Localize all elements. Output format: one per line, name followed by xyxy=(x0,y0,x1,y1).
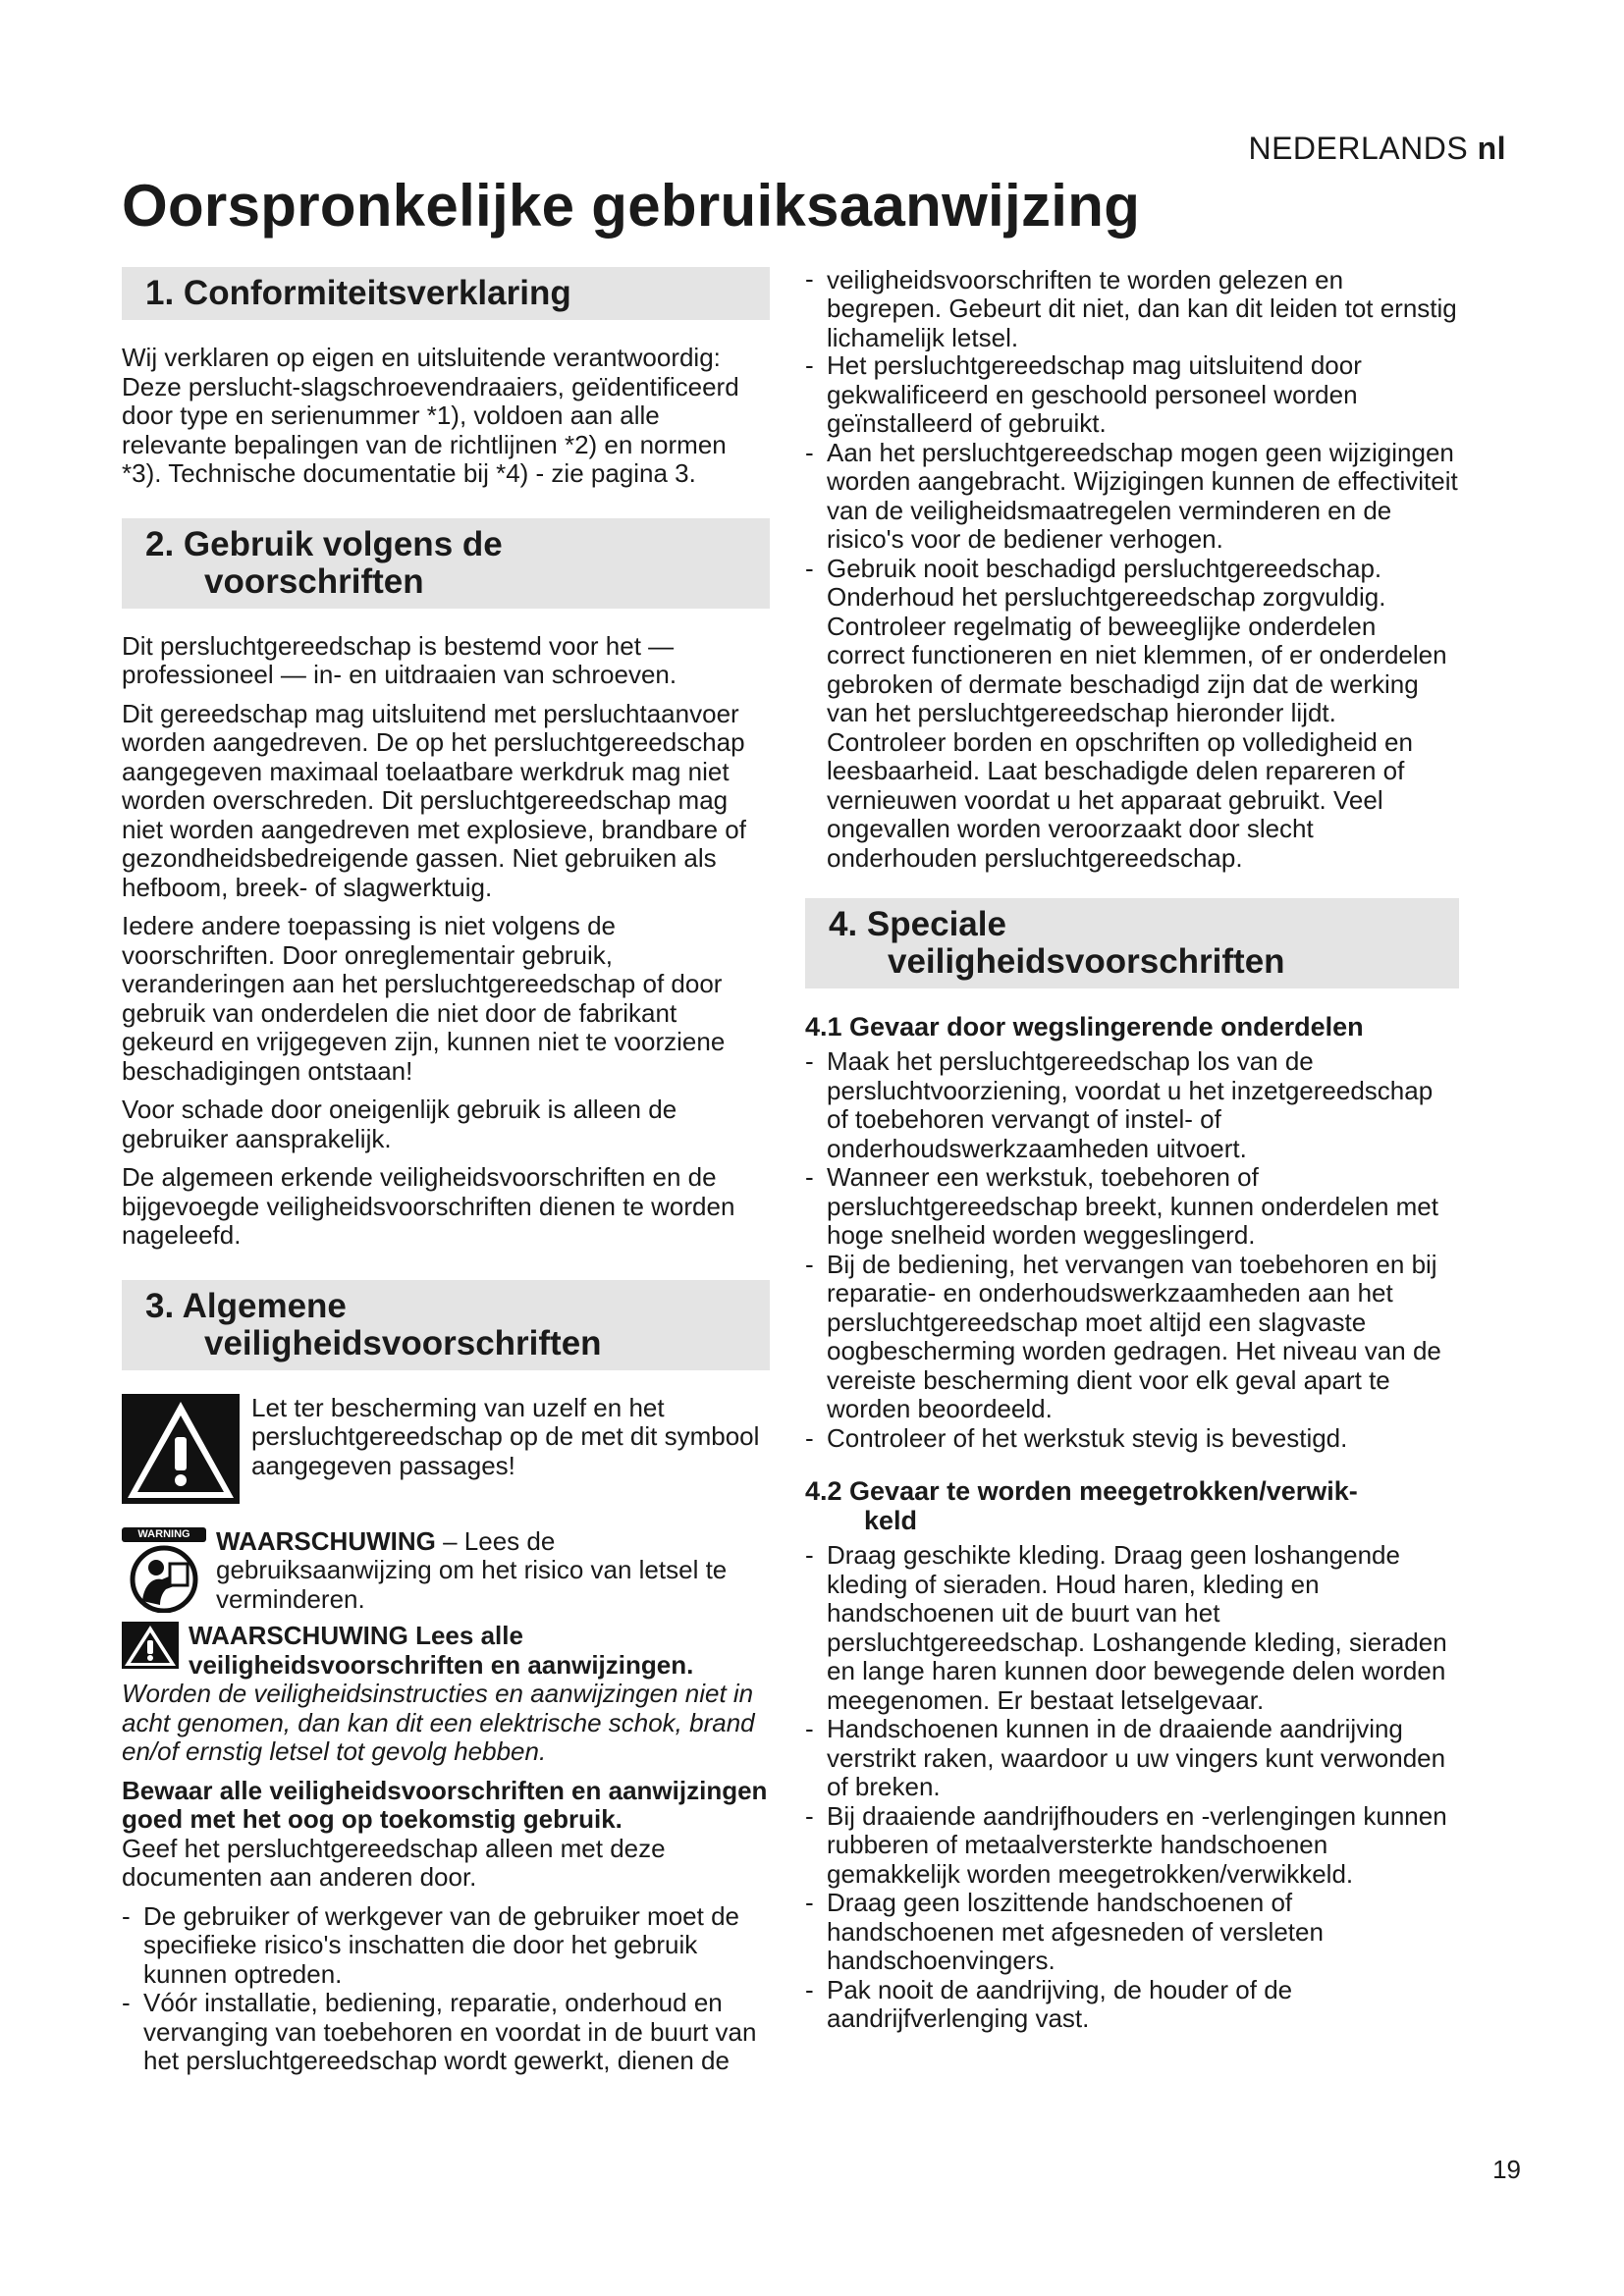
list-item: - Maak het persluchtgereedschap los van de persluchtvoorziening, voordat u het inzetgereedschap of toebehoren vervangt of instel- of onderhoudswerkzaamheden uitvoert. xyxy=(805,1047,1459,1163)
warning-1-text: WAARSCHUWING – Lees de gebruiksaanwijzing om het risico van letsel te verminderen. xyxy=(216,1525,728,1614)
section-4-heading: 4. Speciale veiligheidsvoorschriften xyxy=(805,898,1459,988)
section-2-paragraph: De algemeen erkende veiligheidsvoorschriften en de bijgevoegde veiligheidsvoorschriften dienen te worden nageleefd. xyxy=(122,1162,735,1250)
list-item: - Het persluchtgereedschap mag uitsluitend door gekwalificeerd en geschoold personeel worden geïnstalleerd of gebruikt. xyxy=(805,351,1459,439)
list-item: - Aan het persluchtgereedschap mogen geen wijzigingen worden aangebracht. Wijzigingen kunnen de effectiviteit van de veiligheidsmaatregelen verminderen en de risico's voor de bediener verhogen. xyxy=(805,439,1459,555)
pass-on-note: Geef het persluchtgereedschap alleen met deze documenten aan anderen door. xyxy=(122,1833,666,1892)
warning-2-italic: Worden de veiligheidsinstructies en aanwijzingen niet in acht genomen, dan kan dit een elektrische schok, brand en/of ernstig letsel tot gevolg hebben. xyxy=(122,1679,755,1766)
list-item: - Draag geschikte kleding. Draag geen loshangende kleding of sieraden. Houd haren, kleding en handschoenen uit de buurt van het persluchtgereedschap. Loshangende kleding, sieraden en lange haren kunnen door bewegende delen worden meegenomen. Er bestaat letselgevaar. xyxy=(805,1541,1459,1715)
language-label: NEDERLANDS nl xyxy=(1248,131,1506,166)
warning-read-all xyxy=(122,1622,770,1767)
document-title: Oorspronkelijke gebruiksaanwijzing xyxy=(122,173,1141,239)
subsection-4-1-heading: 4.1 Gevaar door wegslingerende onderdelen xyxy=(805,1012,1364,1041)
right-column xyxy=(805,267,1459,2044)
warning-triangle-icon xyxy=(122,1622,179,1669)
section-2-heading: 2. Gebruik volgens de voorschriften xyxy=(122,518,770,609)
language-code: nl xyxy=(1477,131,1506,166)
read-manual-icon xyxy=(127,1544,201,1613)
list-item: - Bij draaiende aandrijfhouders en -verlengingen kunnen rubberen of metaalversterkte handschoenen gemakkelijk worden meegetrokken/verwikkeld. xyxy=(805,1802,1459,1890)
list-item: - Controleer of het werkstuk stevig is bevestigd. xyxy=(805,1424,1459,1454)
symbol-note-text: Let ter bescherming van uzelf en het persluchtgereedschap op de met dit symbool aangegeven passages! xyxy=(251,1392,760,1480)
keep-instructions: Bewaar alle veiligheidsvoorschriften en aanwijzingen goed met het oog op toekomstig gebruik. xyxy=(122,1775,768,1834)
left-column xyxy=(122,267,770,2085)
warning-badge: WARNING xyxy=(122,1527,206,1542)
warning-read-manual xyxy=(122,1527,770,1615)
section-3-list-continued xyxy=(805,265,1459,873)
subsection-4-2-list xyxy=(805,1541,1459,2034)
list-item: - veiligheidsvoorschriften te worden gelezen en begrepen. Gebeurt dit niet, dan kan dit leiden tot ernstig lichamelijk letsel. xyxy=(805,265,1459,351)
subsection-4-1-list xyxy=(805,1047,1459,1453)
section-3-heading: 3. Algemene veiligheidsvoorschriften xyxy=(122,1280,770,1370)
section-3-list xyxy=(122,1902,770,2076)
list-item: - Gebruik nooit beschadigd persluchtgereedschap. Onderhoud het persluchtgereedschap zorgvuldig. Controleer regelmatig of beweeglijke onderdelen correct functioneren en niet klemmen, of er onderdelen gebroken of dermate beschadigd zijn dat de werking van het persluchtgereedschap hieronder lijdt. Controleer borden en opschriften op volledigheid en leesbaarheid. Laat beschadigde delen repareren of vernieuwen voordat u het apparaat gebruikt. Veel ongevallen worden veroorzaakt door slecht onderhouden persluchtgereedschap. xyxy=(805,555,1459,874)
section-2-paragraph: Iedere andere toepassing is niet volgens de voorschriften. Door onreglementair gebruik, veranderingen aan het persluchtgereedschap of door gebruik van onderdelen die niet door de fabrikant gekeurd en vrijgegeven zijn, kunnen niet te voorziene beschadigingen ontstaan! xyxy=(122,911,726,1086)
list-item: - De gebruiker of werkgever van de gebruiker moet de specifieke risico's inschatten die door het gebruik kunnen optreden. xyxy=(122,1902,770,1990)
list-item: - Wanneer een werkstuk, toebehoren of persluchtgereedschap breekt, kunnen onderdelen met hoge snelheid worden weggeslingerd. xyxy=(805,1163,1459,1251)
section-1-heading: 1. Conformiteitsverklaring xyxy=(122,267,770,320)
subsection-4-2-heading: 4.2 Gevaar te worden meegetrokken/verwik- keld xyxy=(805,1476,1358,1535)
list-item: - Vóór installatie, bediening, reparatie, onderhoud en vervanging van toebehoren en voordat in de buurt van het persluchtgereedschap wordt gewerkt, dienen de xyxy=(122,1989,770,2075)
list-item: - Handschoenen kunnen in de draaiende aandrijving verstrikt raken, waardoor u uw vingers kunt verwonden of breken. xyxy=(805,1715,1459,1802)
section-2-paragraph: Dit gereedschap mag uitsluitend met persluchtaanvoer worden aangedreven. De op het persluchtgereedschap aangegeven maximaal toelaatbare werkdruk mag niet worden overschreden. Dit persluchtgereedschap mag niet worden aangedreven met explosieve, brandbare of gezondheidsbedreigende gassen. Niet gebruiken als hefboom, breek- of slagwerktuig. xyxy=(122,698,746,902)
list-item: - Bij de bediening, het vervangen van toebehoren en bij reparatie- en onderhoudswerkzaamheden aan het persluchtgereedschap moet altijd een slagvaste oogbescherming worden gedragen. Het niveau van de vereiste bescherming dient voor elk geval apart te worden beoordeeld. xyxy=(805,1251,1459,1424)
section-1-text: Wij verklaren op eigen en uitsluitende verantwoordig: Deze perslucht-slagschroevendraaiers, geïdentificeerd door type en serienummer *1), voldoen aan alle relevante bepalingen van de richtlijnen *2) en normen *3). Technische documentatie bij *4) - zie pagina 3. xyxy=(122,343,739,488)
section-2-paragraph: Voor schade door oneigenlijk gebruik is alleen de gebruiker aansprakelijk. xyxy=(122,1095,677,1153)
list-item: - Draag geen loszittende handschoenen of handschoenen met afgesneden of versleten handschoenvingers. xyxy=(805,1889,1459,1976)
page-number: 19 xyxy=(1492,2155,1521,2184)
warning-2-bold: WAARSCHUWING Lees alle veiligheidsvoorschriften en aanwijzingen. xyxy=(189,1621,694,1680)
list-item: - Pak nooit de aandrijving, de houder of de aandrijfverlenging vast. xyxy=(805,1976,1459,2034)
warning-icon-group xyxy=(122,1527,206,1615)
safety-symbol-note xyxy=(122,1394,770,1504)
warning-triangle-icon xyxy=(122,1394,240,1504)
section-2-paragraph: Dit persluchtgereedschap is bestemd voor het — professioneel — in- en uitdraaien van schroeven. xyxy=(122,630,677,689)
